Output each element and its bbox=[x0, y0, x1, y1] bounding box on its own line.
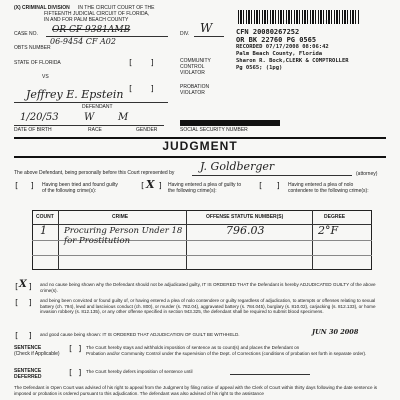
deferred-label: SENTENCE DEFERRED bbox=[14, 368, 42, 380]
court-line-2: FIFTEENTH JUDICIAL CIRCUIT OF FLORIDA, bbox=[44, 11, 150, 17]
dob-label: DATE OF BIRTH bbox=[14, 127, 52, 133]
appearance-text: The above Defendant, being personally before this Court represented by bbox=[14, 170, 175, 176]
community-control-violator: COMMUNITY CONTROL VIOLATOR bbox=[180, 58, 211, 76]
probation-violator: PROBATION VIOLATOR bbox=[180, 84, 210, 96]
div-value: W bbox=[200, 21, 213, 35]
row-count: 1 bbox=[40, 224, 47, 237]
barcode bbox=[238, 10, 360, 24]
criminal-division-prefix: (X) CRIMINAL DIVISION bbox=[14, 5, 70, 11]
sentence-text: The Court hereby stays and withholds imposition of sentence as to count(s) and places the Defendant on bbox=[86, 345, 300, 350]
defendant-name: Jeffrey E. Epstein bbox=[26, 88, 124, 101]
header-degree: DEGREE bbox=[324, 214, 346, 220]
gender-label: GENDER bbox=[136, 127, 158, 133]
div-label: DIV. bbox=[180, 31, 190, 37]
sentence-label: SENTENCE bbox=[14, 345, 42, 351]
versus: VS bbox=[42, 74, 49, 80]
book-page: OR BK 22760 PG 0565 bbox=[236, 36, 317, 44]
option-plea-guilty: Having entered a plea of guilty to the following crime(s): bbox=[168, 182, 242, 194]
sentence-text-2: Probation and/or Community Control under the supervision of the Dept. of Corrections (conditions of probation set forth in separate order). bbox=[86, 351, 367, 356]
row-degree: 2°F bbox=[318, 224, 339, 237]
withheld-text: and good cause being shown: IT IS ORDERED THAT ADJUDICATION OF GUILT BE WITHHELD. bbox=[40, 332, 240, 337]
defendant-label: DEFENDANT bbox=[82, 104, 113, 110]
blood-specimen-text: and being been convicted or found guilty of, or having entered a plea of nolo contendere or guilty regardless of adjudication, to attempts or offenses relating to sexual battery (ch. 794), lewd and lascivious conduct (ch. 800), or murder (s. 782.04), aggravated battery (s. 784.045), burglary (s. 810.02), carjacking (s. 812.133), or home invasion robbery (s. 812.135), or any other offense specified in section 943.325, the defendant shall be required to submit blood specimens. bbox=[40, 298, 376, 315]
row-crime: Procuring Person Under 18 for Prostitution bbox=[64, 226, 183, 246]
case-number-label: CASE NO. bbox=[14, 31, 38, 37]
case-number-struck: OR CF 9381AMB bbox=[52, 25, 131, 35]
judgment-title: JUDGMENT bbox=[162, 139, 238, 153]
recorded-clerk: Sharon R. Bock,CLERK & COMPTROLLER bbox=[236, 58, 349, 64]
sentence-bracket: (Check if Applicable) bbox=[14, 351, 60, 357]
case-number-value: 06-9454 CF A02 bbox=[50, 37, 116, 46]
race-value: W bbox=[84, 112, 95, 123]
race-label: RACE bbox=[88, 127, 102, 133]
court-line-1: IN THE CIRCUIT COURT OF THE bbox=[78, 5, 155, 11]
attorney-label: (attorney) bbox=[356, 171, 378, 177]
obts-label: OBTS NUMBER bbox=[14, 45, 51, 51]
ssn-redaction bbox=[180, 120, 280, 126]
dob-value: 1/20/53 bbox=[20, 112, 59, 123]
header-count: COUNT bbox=[36, 214, 54, 220]
recorded-county: Palm Beach County, Florida bbox=[236, 51, 323, 57]
adjudicated-guilty-text: and no cause being shown why the Defendant should not be adjudicated guilty, IT IS ORDERED THAT the Defendant is hereby ADJUDICATED GUILTY of the above crime(s). bbox=[40, 282, 376, 293]
adjudicated-mark: X bbox=[19, 279, 27, 290]
attorney-name: J. Goldberger bbox=[200, 160, 275, 173]
ssn-label: SOCIAL SECURITY NUMBER bbox=[180, 127, 248, 133]
row-statute: 796.03 bbox=[226, 224, 265, 237]
recorded-date: RECORDED 07/17/2008 08:06:42 bbox=[236, 44, 329, 50]
withheld-date-stamp: JUN 30 2008 bbox=[312, 328, 359, 336]
option-tried: Having been tried and found guilty of the following crime(s): bbox=[42, 182, 118, 194]
judgment-document: (X) CRIMINAL DIVISION IN THE CIRCUIT COURT OF THE FIFTEENTH JUDICIAL CIRCUIT OF FLORIDA, IN AND FOR PALM BEACH COUNTY CASE NO. OR CF 9381AMB DIV. W 06-9454 CF A02 OBTS NUMBER CFN 20080267252 OR BK 22760 PG 0565 RECORDED 07/17/2008 08:06:42 Palm Beach County, Florida Sharon R. Bock,CLERK & COMPTROLLER Pg 0565; (1pg) STATE OF FLORIDA [ ] COMMUNITY CONTROL VIOLATOR VS [ ] PROBATION VIOLATOR Jeffrey E. Epstein DEFENDANT 1/20/53 W M DATE OF BIRTH RACE GENDER SOCIAL SECURITY NUMBER JUDGMENT The above Defendant, being personally before this Court represented by J. Goldberger (attorney) [ ] Having been tried and found guilty of the following crime(s): [ X ] Having entered a plea of guilty to the following crime(s): [ ] Having entered a plea of nolo contendere to the following crime(s): COUNT CRIME OFFENSE STATUTE NUMBER(S) DEGREE 1 Procuring Person Under 18 for Prostitution 796.03 2°F [ X ] and no cause being shown why the Defendant should not be adjudicated guilty, IT IS ORDERED THAT the Defendant is hereby ADJUDICATED GUILTY of the above crime(s). [ ] and being been convicted or found guilty of, or having entered a plea of nolo contendere or guilty regardless of adjudication, to attempts or offenses relating to sexual battery (ch. 794), lewd and lascivious conduct (ch. 800), or murder (s. 782.04), aggravated battery (s. 784.045), burglary (s. 810.02), carjacking (s. 812.133), or home invasion robbery (s. 812.135), or any other offense specified in section 943.325, the defendant shall be required to submit blood specimens. [ ] and good cause being shown: IT IS ORDERED THAT ADJUDICATION OF GUILT BE WITHHELD. JUN 30 2008 SENTENCE (Check if Applicable) [ ] The Court hereby stays and withholds imposition of sentence as to count(s) and places the Defendant on Probation and/or Community Control under the supervision of the Dept. of Corrections (conditions of probation set forth in separate order). SENTENCE DEFERRED [ ] The Court hereby defers imposition of sentence until The Defendant in Open Court was advised of his right to appeal from the Judgment by filing notice of appeal with the Clerk of Court within thirty days following the date sentence is imposed or probation is ordered pursuant to this adjudication. The defendant was also advised of his right to the assistance bbox=[0, 0, 400, 400]
header-crime: CRIME bbox=[112, 214, 129, 220]
deferred-text: The Court hereby defers imposition of sentence until bbox=[86, 369, 193, 374]
appeal-advisory-text: The Defendant in Open Court was advised of his right to appeal from the Judgment by filing notice of appeal with the Clerk of Court within thirty days following the date sentence is imposed or probation is ordered pursuant to this adjudication. The defendant was also advised of his right to the assistance bbox=[14, 385, 378, 396]
header-statute: OFFENSE STATUTE NUMBER(S) bbox=[206, 214, 284, 220]
recorded-pages: Pg 0565; (1pg) bbox=[236, 65, 283, 71]
court-line-3: IN AND FOR PALM BEACH COUNTY bbox=[44, 17, 129, 23]
state-of-florida: STATE OF FLORIDA bbox=[14, 60, 61, 66]
cfn-number: CFN 20080267252 bbox=[236, 28, 300, 36]
option-plea-mark: X bbox=[146, 178, 155, 191]
option-nolo: Having entered a plea of nolo contendere to the following crime(s): bbox=[288, 182, 369, 194]
gender-value: M bbox=[118, 112, 129, 123]
